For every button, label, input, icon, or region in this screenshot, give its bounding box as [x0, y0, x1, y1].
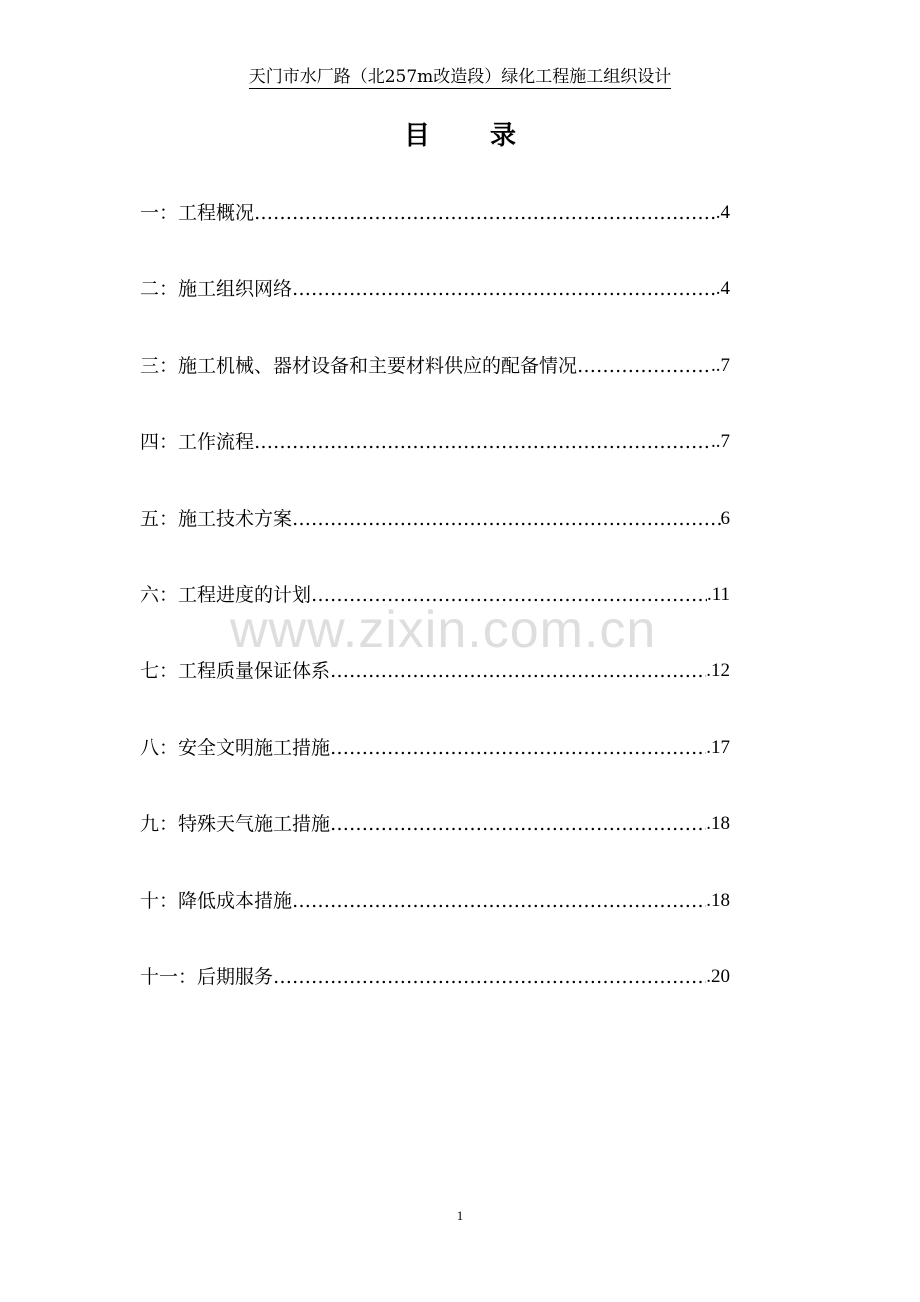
toc-item-label: 十一：后期服务: [140, 965, 274, 988]
toc-item-page: .4: [715, 278, 730, 300]
toc-item[interactable]: [140, 195, 730, 271]
watermark: www.zixin.com.cn: [230, 601, 657, 659]
toc-dot-leader: [273, 959, 706, 995]
toc-item[interactable]: [140, 577, 730, 653]
toc-item-page: ..7: [711, 431, 730, 453]
toc-dot-leader: [311, 577, 707, 613]
toc-item-page: .18: [706, 813, 730, 835]
toc-item-label: 六：工程进度的计划: [140, 583, 312, 606]
toc-dot-leader: [292, 271, 716, 307]
toc-dot-leader: [330, 730, 706, 766]
toc-item-label: 二：施工组织网络: [140, 278, 293, 301]
toc-item[interactable]: [140, 883, 730, 959]
toc-item-label: 四：工作流程: [140, 431, 255, 454]
toc-item[interactable]: [140, 806, 730, 882]
toc-item-page: .20: [706, 965, 730, 987]
toc-dot-leader: [330, 653, 706, 689]
toc-item-page: ..7: [711, 354, 730, 376]
toc-item-label: 八：安全文明施工措施: [140, 736, 331, 759]
toc-item-page: .18: [706, 889, 730, 911]
toc-item-page: .17: [706, 736, 730, 758]
toc-dot-leader: [292, 501, 720, 537]
toc-item-label: 十：降低成本措施: [140, 889, 293, 912]
toc-item[interactable]: [140, 271, 730, 347]
toc-dot-leader: [577, 348, 711, 384]
toc-item[interactable]: [140, 653, 730, 729]
toc-item[interactable]: [140, 348, 730, 424]
toc-item-label: 七：工程质量保证体系: [140, 660, 331, 683]
toc-item-label: 五：施工技术方案: [140, 507, 293, 530]
toc-item-page: 6: [720, 507, 730, 529]
toc-item[interactable]: [140, 730, 730, 806]
toc-dot-leader: [330, 806, 706, 842]
header-title: 天门市水厂路（北257m改造段）绿化工程施工组织设计: [248, 67, 672, 87]
toc-item-page: .12: [706, 660, 730, 682]
toc-item-label: 九：特殊天气施工措施: [140, 813, 331, 836]
toc-dot-leader: [254, 424, 711, 460]
document-header: [0, 64, 920, 90]
toc-item[interactable]: [140, 959, 730, 1035]
toc-item[interactable]: [140, 501, 730, 577]
toc-item[interactable]: [140, 424, 730, 500]
toc-dot-leader: [254, 195, 716, 231]
toc-item-page: .11: [706, 583, 730, 605]
table-of-contents: [140, 195, 730, 1035]
toc-title: 目录: [403, 121, 576, 151]
toc-item-label: 一：工程概况: [140, 202, 255, 224]
toc-item-page: .4: [715, 202, 730, 223]
page-number: 1: [456, 1208, 464, 1223]
toc-dot-leader: [292, 883, 706, 919]
toc-item-label: 三：施工机械、器材设备和主要材料供应的配备情况: [140, 354, 578, 377]
